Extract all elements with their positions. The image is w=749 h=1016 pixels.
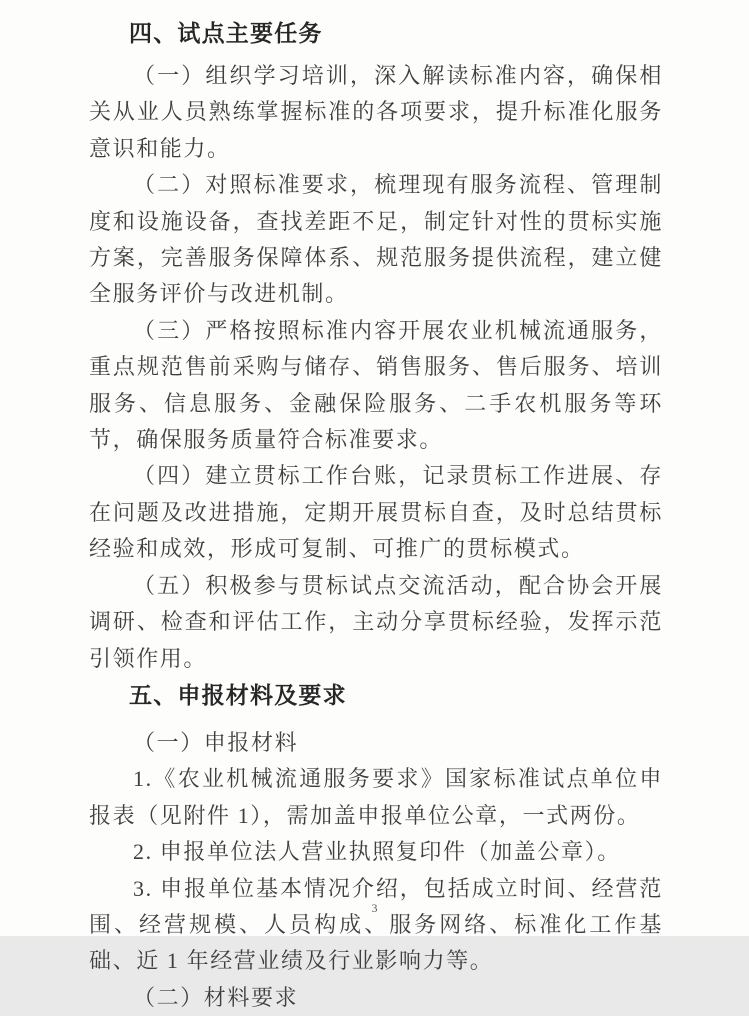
section-heading-pilot-tasks: 四、试点主要任务 bbox=[129, 20, 323, 46]
material-item-3: 3. 申报单位基本情况介绍，包括成立时间、经营范围、经营规模、人员构成、服务网络、标准化工作基础、近 1 年经营业绩及行业影响力等。 bbox=[89, 875, 663, 974]
pilot-task-item-1: （一）组织学习培训，深入解读标准内容，确保相关从业人员熟练掌握标准的各项要求，提升标准化服务意识和能力。 bbox=[89, 63, 663, 161]
pilot-task-item-4: （四）建立贯标工作台账，记录贯标工作进展、存在问题及改进措施，定期开展贯标自查，及时总结贯标经验和成效，形成可复制、可推广的贯标模式。 bbox=[89, 463, 663, 562]
page-number: 3 bbox=[371, 901, 378, 915]
subsection-label-material-requirements: （二）材料要求 bbox=[133, 984, 299, 1010]
pilot-task-item-2: （二）对照标准要求，梳理现有服务流程、管理制度和设施设备，查找差距不足，制定针对性的贯标实施方案，完善服务保障体系、规范服务提供流程，建立健全服务评价与改进机制。 bbox=[89, 172, 663, 307]
material-item-2: 2. 申报单位法人营业执照复印件（加盖公章）。 bbox=[133, 839, 621, 865]
subsection-label-application-materials: （一）申报材料 bbox=[133, 729, 299, 755]
document-content bbox=[89, 0, 663, 1016]
pilot-task-item-5: （五）积极参与贯标试点交流活动，配合协会开展调研、检查和评估工作，主动分享贯标经验，发挥示范引领作用。 bbox=[89, 572, 663, 671]
section-heading-application-materials: 五、申报材料及要求 bbox=[129, 681, 347, 708]
material-item-1: 1.《农业机械流通服务要求》国家标准试点单位申报表（见附件 1），需加盖申报单位公章，一式两份。 bbox=[89, 766, 663, 828]
pilot-task-item-3: （三）严格按照标准内容开展农业机械流通服务，重点规范售前采购与储存、销售服务、售后服务、培训服务、信息服务、金融保险服务、二手农机服务等环节，确保服务质量符合标准要求。 bbox=[89, 317, 663, 453]
